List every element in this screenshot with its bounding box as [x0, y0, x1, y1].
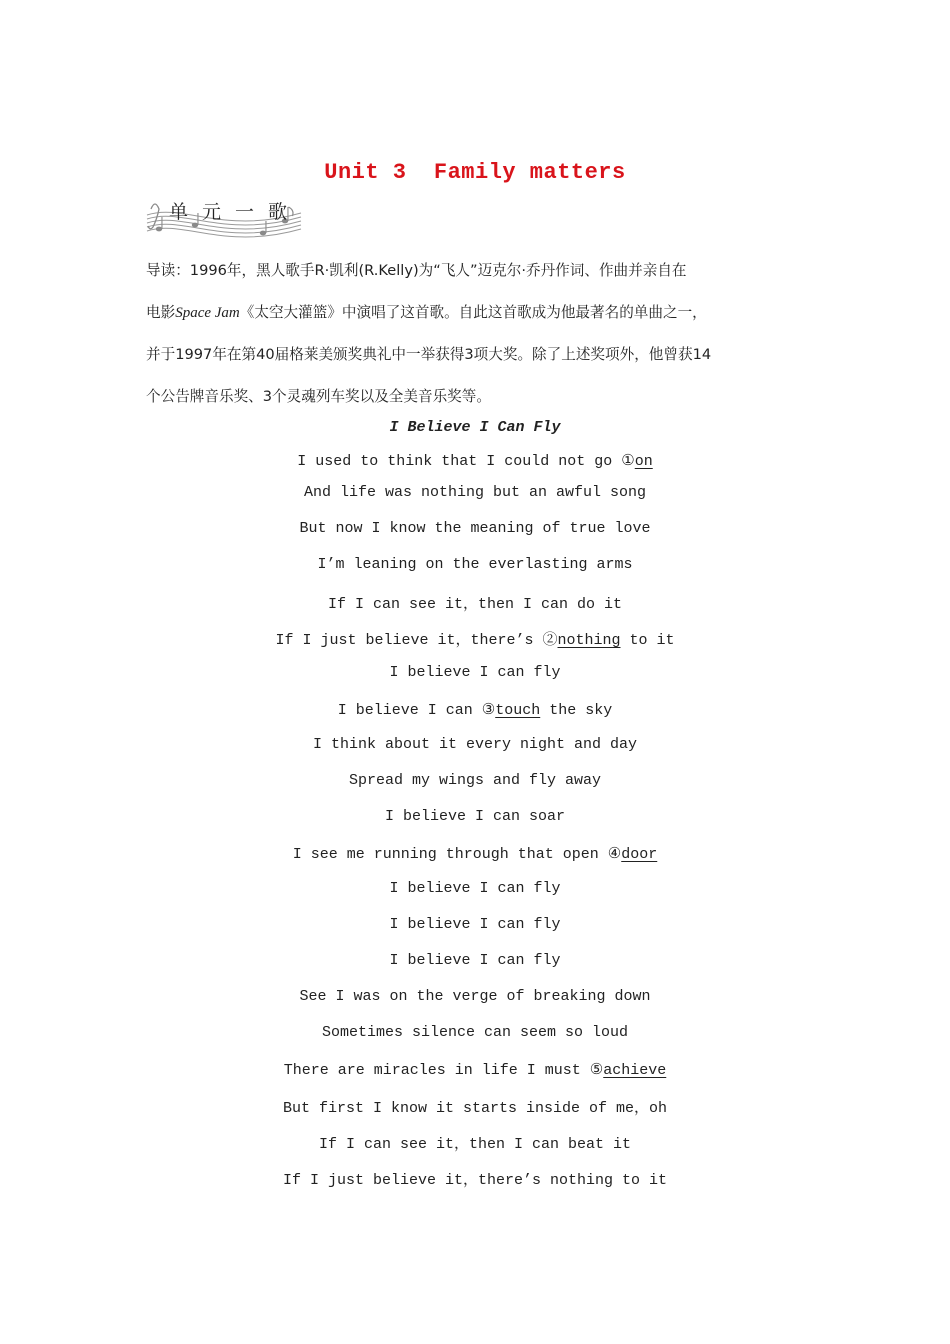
lyric-text: I believe I can ③	[337, 702, 496, 719]
lyric-text: I think about it every night and day	[312, 736, 638, 753]
blank-answer: on	[634, 453, 653, 470]
lyric-text: I believe I can fly	[389, 952, 561, 969]
lyric-line	[0, 952, 950, 969]
lyric-text: If I just believe it，there’s nothing to it	[282, 1172, 668, 1189]
lyric-text: If I can see it，then I can do it	[327, 596, 623, 613]
blank-answer: nothing	[557, 632, 621, 649]
blank-answer: achieve	[603, 1062, 667, 1079]
lyric-line	[0, 808, 950, 825]
song-title: I Believe I Can Fly	[389, 419, 561, 436]
blank-answer: touch	[495, 702, 541, 719]
lyric-text: Spread my wings and fly away	[348, 772, 602, 789]
intro-line-3: 并于1997年在第40届格莱美颁奖典礼中一举获得3项大奖。除了上述奖项外，他曾获14	[146, 346, 712, 363]
lyric-text: If I just believe it，there’s ②	[275, 632, 558, 649]
lyric-line	[0, 520, 950, 537]
banner-label: 单元一歌	[169, 201, 302, 223]
lyric-line	[0, 1060, 950, 1079]
lyric-line	[0, 700, 950, 719]
lyric-line	[0, 1024, 950, 1041]
lyric-line	[0, 916, 950, 933]
intro-line-1: 导读：1996年，黑人歌手R·凯利(R.Kelly)为“飞人”迈克尔·乔丹作词、作曲并亲自在	[146, 262, 687, 279]
lyric-text: I believe I can fly	[389, 880, 561, 897]
lyric-line	[0, 628, 950, 649]
lyric-line	[0, 451, 950, 470]
lyric-line	[0, 556, 950, 573]
movie-title: Space Jam	[175, 304, 240, 321]
lyric-text: I believe I can fly	[389, 664, 561, 681]
lyric-line	[0, 592, 950, 613]
intro-line-4: 个公告牌音乐奖、3个灵魂列车奖以及全美音乐奖等。	[146, 387, 491, 405]
lyric-line	[0, 1168, 950, 1189]
lyric-text: I believe I can soar	[384, 808, 566, 825]
lyric-text: If I can see it，then I can beat it	[318, 1136, 632, 1153]
intro-line-2-start: 电影	[146, 303, 176, 321]
lyric-line	[0, 880, 950, 897]
lyric-text: But now I know the meaning of true love	[299, 520, 651, 537]
lyric-text: I’m leaning on the everlasting arms	[317, 556, 633, 573]
lyric-line	[0, 772, 950, 789]
lyric-text: the sky	[540, 702, 613, 719]
lyric-line	[0, 1096, 950, 1117]
lyric-text: See I was on the verge of breaking down	[299, 988, 651, 1005]
lyric-line	[0, 988, 950, 1005]
lyric-line	[0, 844, 950, 863]
lyric-text: I see me running through that open ④	[292, 846, 622, 863]
lyric-line	[0, 664, 950, 681]
lyric-line	[0, 1132, 950, 1153]
lyric-text: to it	[620, 632, 675, 649]
lyric-line	[0, 484, 950, 501]
lyric-text: And life was nothing but an awful song	[303, 484, 647, 501]
blank-answer: door	[621, 846, 658, 863]
lyric-text: I believe I can fly	[389, 916, 561, 933]
lyric-text: There are miracles in life I must ⑤	[283, 1062, 604, 1079]
lyric-text: I used to think that I could not go ①	[297, 453, 635, 470]
intro-paragraph	[146, 250, 810, 417]
lyric-text: But first I know it starts inside of me，oh	[282, 1100, 668, 1117]
intro-line-2-end: 《太空大灌篮》中演唱了这首歌。自此这首歌成为他最著名的单曲之一，	[239, 303, 707, 321]
section-banner	[143, 195, 305, 243]
lyric-line	[0, 736, 950, 753]
unit-title: Unit 3 Family matters	[324, 160, 626, 185]
lyric-text: Sometimes silence can seem so loud	[321, 1024, 629, 1041]
